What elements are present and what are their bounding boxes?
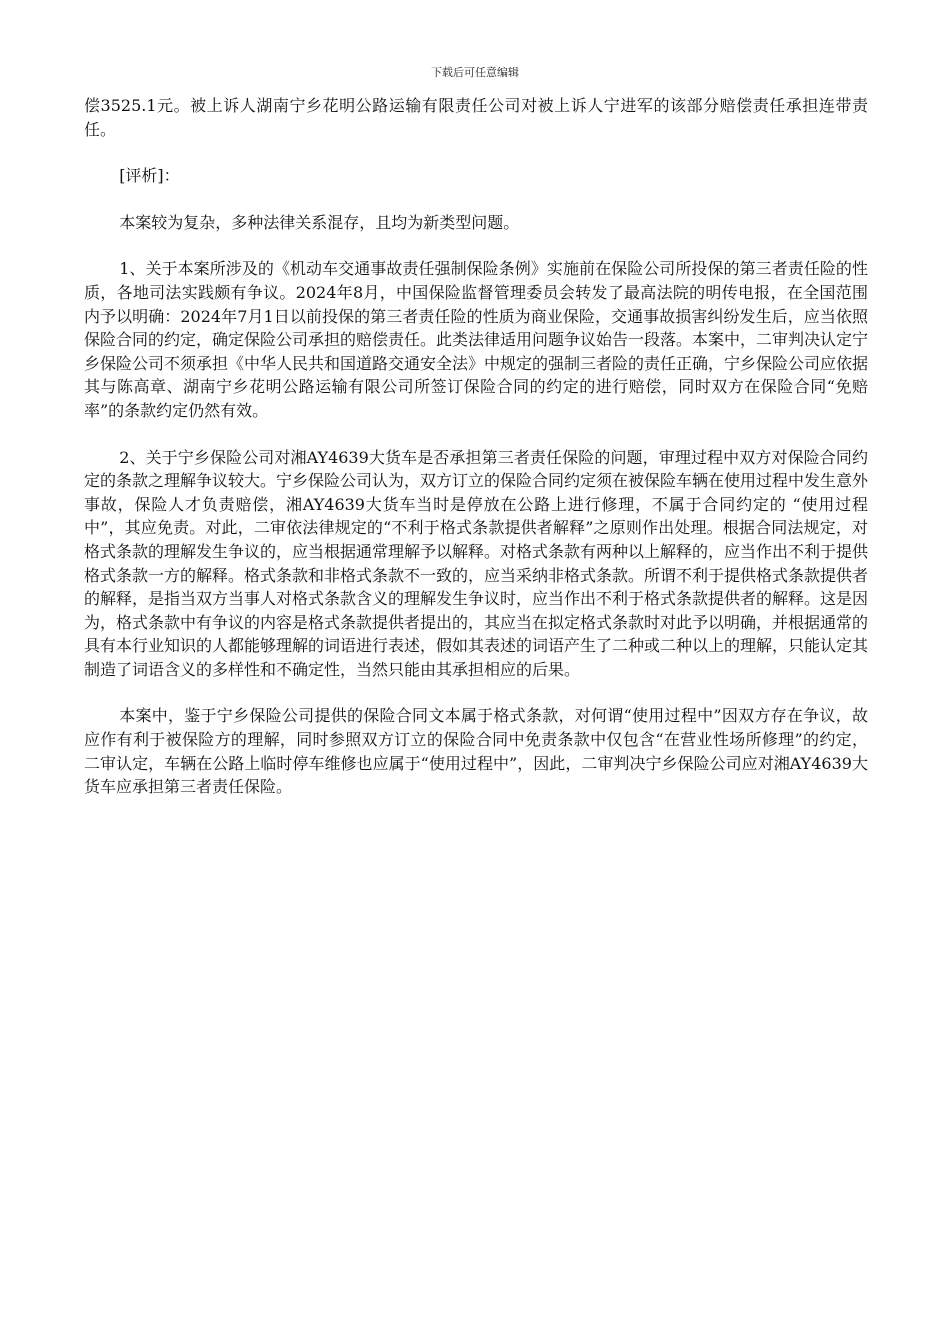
paragraph-summary: 本案较为复杂，多种法律关系混存，且均为新类型问题。 <box>119 212 520 232</box>
paragraph-conclusion: 本案中，鉴于宁乡保险公司提供的保险合同文本属于格式条款，对何谓“使用过程中”因双方存在争议，故应作有利于被保险方的理解，同时参照双方订立的保险合同中免责条款中仅包含“在营业性场所修理”的约定，二审认定，车辆在公路上临时停车维修也应属于“使用过程中”，因此，二审判决宁乡保险公司应对湘AY4639大货车应承担第三者责任保险。 <box>84 706 868 797</box>
paragraph-continuation: 偿3525.1元。被上诉人湖南宁乡花明公路运输有限责任公司对被上诉人宁进军的该部分赔偿责任承担连带责任。 <box>84 96 868 139</box>
paragraph-point-1: 1、关于本案所涉及的《机动车交通事故责任强制保险条例》实施前在保险公司所投保的第三者责任险的性质，各地司法实践颇有争议。2024年8月，中国保险监督管理委员会转发了最高法院的明传电报，在全国范围内予以明确：2024年7月1日以前投保的第三者责任险的性质为商业保险，交通事故损害纠纷发生后，应当依照保险合同的约定，确定保险公司承担的赔偿责任。此类法律适用问题争议始告一段落。本案中，二审判决认定宁乡保险公司不须承担《中华人民共和国道路交通安全法》中规定的强制三者险的责任正确，宁乡保险公司应依据其与陈高章、湖南宁乡花明公路运输有限公司所签订保险合同的约定的进行赔偿，同时双方在保险合同“免赔率”的条款约定仍然有效。 <box>84 259 869 420</box>
page-header: 下载后可任意编辑 <box>431 66 519 79</box>
paragraph-analysis-heading: [评析]： <box>119 166 180 186</box>
paragraph-point-2: 2、关于宁乡保险公司对湘AY4639大货车是否承担第三者责任保险的问题，审理过程中双方对保险合同约定的条款之理解争议较大。宁乡保险公司认为，双方订立的保险合同约定须在被保险车辆在使用过程中发生意外事故，保险人才负责赔偿，湘AY4639大货车当时是停放在公路上进行修理，不属于合同约定的 “使用过程中”，其应免责。对此，二审依法律规定的“不利于格式条款提供者解释”之原则作出处理。根据合同法规定，对格式条款的理解发生争议的，应当根据通常理解予以解释。对格式条款有两种以上解释的，应当作出不利于提供格式条款一方的解释。格式条款和非格式条款不一致的，应当采纳非格式条款。所谓不利于提供格式条款提供者的解释，是指当双方当事人对格式条款含义的理解发生争议时，应当作出不利于格式条款提供者的解释。这是因为，格式条款中有争议的内容是格式条款提供者提出的，其应当在拟定格式条款时对此予以明确，并根据通常的具有本行业知识的人都能够理解的词语进行表述，假如其表述的词语产生了二种或二种以上的理解，只能认定其制造了词语含义的多样性和不确定性，当然只能由其承担相应的后果。 <box>84 447 869 679</box>
document-body <box>84 94 868 822</box>
